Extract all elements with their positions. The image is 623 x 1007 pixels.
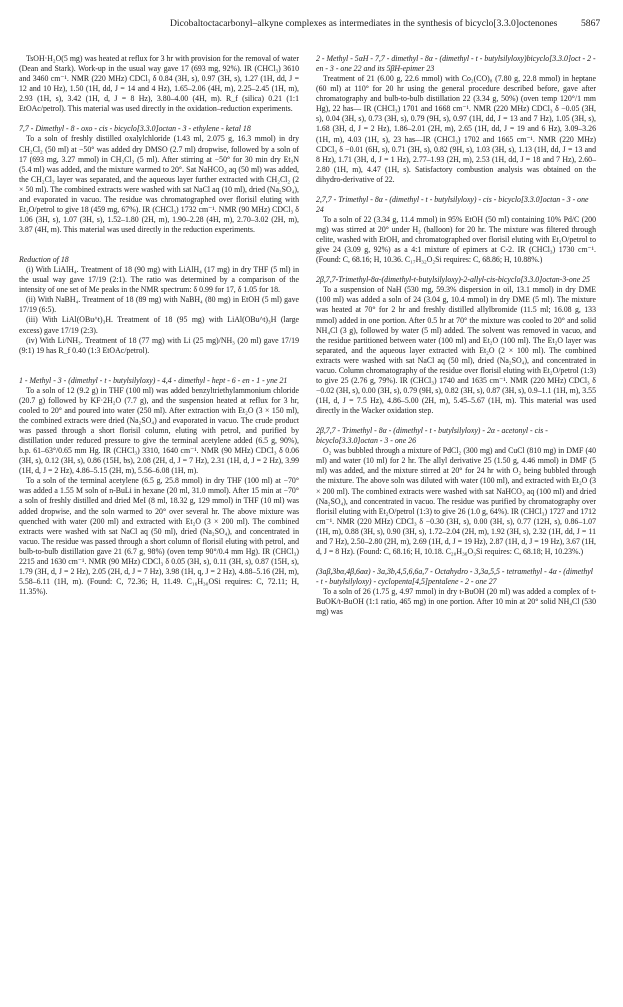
right-column xyxy=(316,54,596,617)
section-heading: (3aβ,3bα,4β,6aα) - 3a,3b,4,5,6,6a,7 - Octahydro - 3,3a,5,5 - tetramethyl - 4α - (dimethyl - t - butylsilyloxy) - cyclopenta[4,5]pentalene - 2 - one 27 xyxy=(316,566,593,586)
section-heading: 2 - Methyl - 5αH - 7,7 - dimethyl - 8α - (dimethyl - t - butylsilyloxy)bicyclo[3.3.0]oct - 2 - en - 3 - one 22 and its 5βH-epimer 23 xyxy=(316,54,596,74)
paragraph: O₂ was bubbled through a mixture of PdCl₂ (300 mg) and CuCl (810 mg) in DMF (40 ml) and water (10 ml) for 2 hr. The allyl derivative 25 (1.50 g, 4.46 mmol) in DMF (5 ml) was added, and the mixture stirred at 20° for 24 hr with O₂ being bubbled through the mixture. The above soln was diluted with water (100 ml), and extracted with Et₂O (3 × 200 ml). The combined extracts were washed with sat NaHCO₃ aq (100 ml) and dried (Na₂SO₄), and concentrated in vacuo. The residue was purified by chromatography over florisil eluting with Et₂O/petrol (1:3) to give 26 (1.0 g, 64%). IR (CHCl₃) 1727 and 1712 cm⁻¹. NMR (220 MHz) CDCl₃ δ −0.30 (3H, s), 0.00 (3H, s), 0.77 (12H, s), 0.86–1.07 (1H, m), 0.88 (3H, s), 0.90 (3H, s), 1.72–2.04 (2H, m), 1.92 (3H, s), 2.32 (1H, dd, J = 11 and 7 Hz), 2.50–2.80 (2H, m), 2.69 (1H, d, J = 19 Hz), 2.87 (1H, d, J = 19 Hz), 3.67 (1H, d, J = 8 Hz). (Found: C, 68.16; H, 10.18. C₂₀H₃₆O₃Si requires: C, 68.18; H, 10.23%.) xyxy=(316,446,596,556)
section-heading: 1 - Methyl - 3 - (dimethyl - t - butylsilyloxy) - 4,4 - dimethyl - hept - 6 - en - 1 - yne 21 xyxy=(19,375,288,385)
running-title: Dicobaltoctacarbonyl–alkyne complexes as intermediates in the synthesis of bicyclo[3.3.0]octenones xyxy=(170,18,558,29)
paragraph: (ii) With NaBH₄. Treatment of 18 (89 mg) with NaBH₄ (80 mg) in EtOH (5 ml) gave 17/19 (6:5). xyxy=(19,295,299,315)
section-heading: Reduction of 18 xyxy=(19,255,69,265)
paragraph: To a soln of 26 (1.75 g, 4.97 mmol) in dry t-BuOH (20 ml) was added a complex of t-BuOK/t-BuOH (1:1 ratio, 465 mg) in one portion. After 10 min at 20° solid NH₄Cl (530 mg) was xyxy=(316,587,596,617)
section-heading: 2β,7,7-Trimethyl-8α-(dimethyl-t-butylsilyloxy)-2-allyl-cis-bicyclo[3.3.0]octan-3-one 25 xyxy=(316,275,590,285)
paragraph: To a soln of the terminal acetylene (6.5 g, 25.8 mmol) in dry THF (100 ml) at −70° was added a 1.55 M soln of n-BuLi in hexane (20 ml, 31.0 mmol). After 15 min at −70° a soln of freshly distilled and dried MeI (8 ml, 18.32 g, 129 mmol) in THF (10 ml) was added dropwise, and the soln warmed to 20° over several hr. The above mixture was quenched with water (200 ml) and extracted with Et₂O (3 × 200 ml). The combined extracts were washed with sat NaCl aq (50 ml), dried (Na₂SO₄), and concentrated in vacuo. The residue was passed through a short column of florisil eluting with petrol, and bulb-to-bulb distillation gave 21 (6.7 g, 98%) (oven temp 90°/0.4 mm Hg). IR (CHCl₃) 2215 and 1630 cm⁻¹. NMR (90 MHz) CDCl₃ δ 0.05 (3H, s), 0.11 (3H, s), 0.87 (15H, s), 1.79 (3H, d, J = 2 Hz), 2.05 (2H, d, J = 7 Hz), 3.98 (1H, q, J = 2 Hz), 4.88–5.16 (2H, m), 5.58–6.11 (1H, m). (Found: C, 72.36; H, 11.49. C₁₆H₃₀OSi requires: C, 72.11; H, 11.35%). xyxy=(19,476,299,596)
paragraph: TsOH·H₂O(5 mg) was heated at reflux for 3 hr with provision for the removal of water (Dean and Stark). Work-up in the usual way gave 17 (693 mg, 92%). IR (CHCl₃) 3610 and 3460 cm⁻¹. NMR (220 MHz) CDCl₃ δ 0.84 (3H, s), 0.97 (3H, s), 1.27 (1H, dd, J = 12 and 10 Hz), 1.50 (1H, dd, J = 14 and 4 Hz), 1.65–2.06 (4H, m), 2.25–2.45 (1H, m), 2.93 (1H, s), 3.42 (1H, d, J = 8 Hz), 3.80–4.00 (4H, m). R_f (silica) 0.21 (1:1 EtOAc/petrol). This material was used directly in the oxidation–reduction experiments. xyxy=(19,54,299,114)
paragraph: To a soln of 12 (9.2 g) in THF (100 ml) was added benzyltriethylammonium chloride (20.7 g) followed by KF·2H₂O (7.7 g), and the suspension heated at reflux for 3 hr, cooled to 20° and poured into water (250 ml). After extraction with Et₂O (3 × 150 ml), the combined extracts were dried (Na₂SO₄) and evaporated in vacuo. The crude product was passed through a short florisil column, eluting with petrol, and purified by distillation under reduced pressure to give the terminal acetylene added (6.5 g, 90%), b.p. 61–63°/0.65 mm Hg. IR (CHCl₃) 3310, 1640 cm⁻¹. NMR (90 MHz) CDCl₃ δ 0.06 (3H, s), 0.12 (3H, s), 0.86 (15H, bs), 2.08 (2H, d, J = 7 Hz), 2.31 (1H, d, J = 2 Hz), 3.99 (1H, d, J = 2 Hz), 4.86–5.15 (2H, m), 5.56–6.08 (1H, m). xyxy=(19,385,299,476)
paragraph: To a soln of 22 (3.34 g, 11.4 mmol) in 95% EtOH (50 ml) containing 10% Pd/C (200 mg) was stirred at 20° under H₂ (balloon) for 20 hr. The mixture was filtered through celite, washed with EtOH, and chromatographed over florisil eluting with Et₂O/petrol to give 24 (3.09 g, 92%) as a 4:1 mixture of epimers at C-2. IR (CHCl₃) 1730 cm⁻¹. (Found: C, 68.16; H, 10.36. C₁₇H₃₂O₂Si requires: C, 68.86; H, 10.88%.) xyxy=(316,214,596,265)
paragraph: To a suspension of NaH (530 mg, 59.3% dispersion in oil, 13.1 mmol) in dry DME (100 ml) was added a soln of 24 (3.04 g, 10.4 mmol) in dry DME (5 ml). The mixture was heated at 70° for 2 hr and freshly distilled allylbromide (11.5 ml; 16.08 g, 133 mmol) added in one portion. After 0.5 hr at 70° the mixture was cooled to 20° and solid NH₄Cl (3 g), followed by water (5 ml) added. The solvent was removed in vacuo, and the residue partitioned between water (100 ml) and Et₂O (100 ml). The Et₂O layer was separated, and the aqueous layer extracted with Et₂O (2 × 100 ml). The combined extracts were washed with sat NaCl aq (50 ml), dried (Na₂SO₄), and concentrated in vacuo. Column chromatography of the residue over florisil eluting with Et₂O/petrol (1:3) to give 25 (2.76 g, 79%). IR (CHCl₃) 1740 and 1635 cm⁻¹. NMR (220 MHz) CDCl₃ δ −0.02 (3H, s), 0.00 (3H, s), 0.79 (9H, s), 0.82 (3H, s), 0.87 (3H, s), 0.9–1.1 (1H, m), 3.55 (1H, d, J = 7.5 Hz), 4.86–5.00 (2H, m), 5.45–5.67 (1H, m). This material was used directly in the Wacker oxidation step. xyxy=(316,285,596,416)
paragraph: Treatment of 21 (6.00 g, 22.6 mmol) with Co₂(CO)₈ (7.80 g, 22.8 mmol) in heptane (60 ml) at 110° for 20 hr using the general procedure described before, gave after chromatography and bulb-to-bulb distillation 22 (3.34 g, 50%) (oven temp 120°/1 mm Hg), 22 has— IR (CHCl₃) 1701 and 1668 cm⁻¹. NMR (220 MHz) CDCl₃ δ −0.05 (3H, s), 0.04 (3H, s), 0.73 (3H, s), 0.79 (9H, s), 0.97 (1H, dd, J = 13 and 7 Hz), 1.05 (3H, s), 1.68 (3H, d, J = 2 Hz), 1.86–2.01 (2H, m), 2.65 (1H, dd, J = 19 and 6 Hz), 3.09–3.26 (1H, m), 4.03 (1H, s), 23 has—IR (CHCl₃) 1702 and 1665 cm⁻¹. NMR (220 MHz) CDCl₃ δ −0.01 (6H, s), 0.71 (3H, s), 0.82 (9H, s), 1.03 (3H, s), 1.13 (1H, dd, J = 13 and 8 Hz), 1.71 (3H, d, J = 1 Hz), 2.77–1.93 (2H, m), 2.53 (1H, dd, J = 18 and 7 Hz), 2.60–2.80 (1H, m), 4.47 (1H, s). Satisfactory combustion analysis was obtained on the dihydro-derivative of 22. xyxy=(316,74,596,184)
left-column xyxy=(19,54,299,597)
section-heading: 7,7 - Dimethyl - 8 - oxo - cis - bicyclo[3.3.0]octan - 3 - ethylene - ketal 18 xyxy=(19,124,251,134)
section-heading: 2,7,7 - Trimethyl - 8α - (dimethyl - t - butylsilyloxy) - cis - bicyclo[3.3.0]octan - 3 - one 24 xyxy=(316,194,589,214)
paragraph: (iv) With Li/NH₃. Treatment of 18 (77 mg) with Li (25 mg)/NH₃ (20 ml) gave 17/19 (9:1) 19 has R_f 0.40 (1:3 EtOAc/petrol). xyxy=(19,335,299,355)
page-number: 5867 xyxy=(581,18,601,29)
running-header xyxy=(0,18,623,32)
section-heading: 2β,7,7 - Trimethyl - 8α - (dimethyl - t - butylsilyloxy) - 2α - acetonyl - cis - bicyclo[3.3.0]octan - 3 - one 26 xyxy=(316,426,548,446)
paragraph: To a soln of freshly distilled oxalylchloride (1.43 ml, 2.075 g, 16.3 mmol) in dry CH₂Cl₂ (50 ml) at −50° was added dry DMSO (2.7 ml) dropwise, followed by a soln of 17 (693 mg, 3.27 mmol) in CH₂Cl₂ (5 ml). After stirring at −50° for 30 min dry Et₃N (5.4 ml) was added, and the mixture warmed to 20°. Sat NaHCO₃ aq (50 ml) was added, the CH₂Cl₂ layer was separated, and the aqueous layer further extracted with CH₂Cl₂ (2 × 50 ml). The combined extracts were washed with sat NaCl aq (10 ml), dried (Na₂SO₄), and evaporated in vacuo. The residue was chromatographed over florisil eluting with Et₂O/petrol to give 18 (459 mg, 67%). IR (CHCl₃) 1732 cm⁻¹. NMR (90 MHz) CDCl₃ δ 1.06 (3H, s), 1.07 (3H, s), 1.52–1.80 (2H, m), 1.90–2.28 (4H, m), 2.70–3.02 (2H, m), 3.87 (4H, m). This material was used directly in the reduction experiments. xyxy=(19,134,299,234)
paragraph: (iii) With LiAl(OBu^t)₃H. Treatment of 18 (95 mg) with LiAl(OBu^t)₃H (large excess) gave 17/19 (2:3). xyxy=(19,315,299,335)
paragraph: (i) With LiAlH₄. Treatment of 18 (90 mg) with LiAlH₄ (17 mg) in dry THF (5 ml) in the usual way gave 17/19 (2:1). The ratio was determined by a comparison of the intensity of one set of Me peaks in the NMR spectrum: δ 0.99 for 17, δ 1.05 for 18. xyxy=(19,265,299,295)
